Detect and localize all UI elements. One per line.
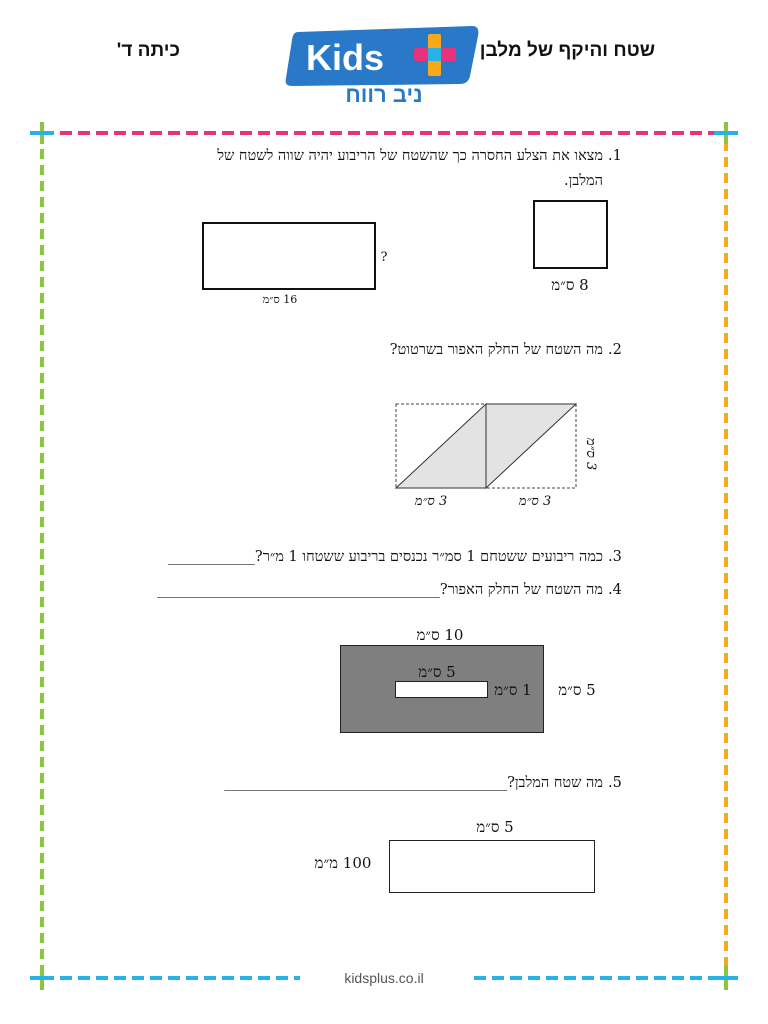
grade-label: כיתה ד' bbox=[116, 40, 180, 61]
q1-square-label: 8 ס״מ bbox=[551, 276, 589, 294]
q1-text-line1: מצאו את הצלע החסרה כך שהשטח של הריבוע יהיה שווה לשטח של bbox=[217, 148, 603, 164]
q3-number: .3 bbox=[608, 549, 622, 565]
q2-label-right: 3 ס״מ bbox=[518, 494, 552, 509]
q2-label-side: 3 ס״מ bbox=[583, 437, 598, 471]
q4-text[interactable]: מה השטח של החלק האפור?_______________________________________ bbox=[157, 582, 603, 598]
q5-rectangle bbox=[389, 840, 595, 893]
logo bbox=[284, 24, 484, 114]
q2-text: מה השטח של החלק האפור בשרטוט? bbox=[389, 342, 603, 358]
q4-white-inner-rectangle bbox=[395, 681, 488, 698]
frame-corner-top-right bbox=[714, 122, 738, 144]
q5-height-label: 100 מ״מ bbox=[314, 854, 372, 872]
q2-diagram bbox=[390, 398, 590, 494]
q4-number: .4 bbox=[608, 582, 622, 598]
q1-rect-bottom-label: 16 ס״מ bbox=[262, 293, 298, 306]
q1-square bbox=[533, 200, 608, 269]
q2-gray-triangle-left bbox=[396, 404, 486, 488]
q2-gray-triangle-right bbox=[486, 404, 576, 488]
q4-inner-width-label: 5 ס״מ bbox=[418, 663, 456, 681]
q1-rect-side-label: ? bbox=[380, 250, 388, 265]
q4-inner-height-label: 1 ס״מ bbox=[494, 681, 532, 699]
logo-subtitle: ניב רווח bbox=[345, 82, 423, 107]
q2-label-left: 3 ס״מ bbox=[414, 494, 448, 509]
frame-corner-bottom-left bbox=[30, 966, 54, 990]
footer-site[interactable]: kidsplus.co.il bbox=[300, 968, 468, 988]
q2-number: .2 bbox=[608, 342, 622, 358]
logo-text: Kids bbox=[306, 37, 385, 78]
q4-outer-width-label: 10 ס״מ bbox=[416, 626, 464, 644]
q5-width-label: 5 ס״מ bbox=[476, 818, 514, 836]
q1-text-line2: המלבן. bbox=[563, 173, 603, 189]
q5-text[interactable]: מה שטח המלבן?_______________________________________ bbox=[224, 775, 603, 791]
q1-number: .1 bbox=[608, 148, 622, 164]
q3-text[interactable]: כמה ריבועים ששטחם 1 סמ״ר נכנסים בריבוע ששטחו 1 מ״ר?____________ bbox=[167, 549, 603, 565]
page-title: שטח והיקף של מלבן bbox=[479, 40, 655, 61]
frame-corner-top-left bbox=[30, 122, 54, 144]
frame-corner-bottom-right bbox=[714, 966, 738, 990]
q1-rectangle bbox=[202, 222, 376, 290]
q5-number: .5 bbox=[608, 775, 622, 791]
q4-outer-height-label: 5 ס״מ bbox=[558, 681, 596, 699]
